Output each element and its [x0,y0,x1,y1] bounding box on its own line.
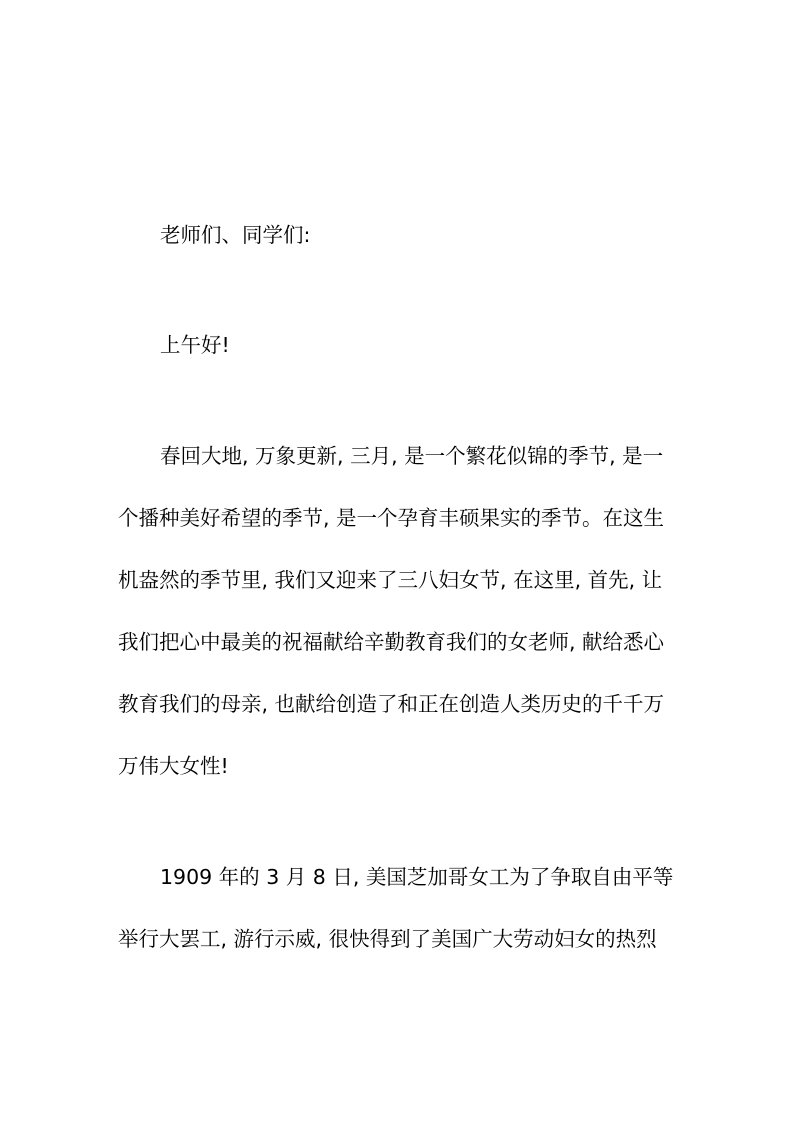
greeting-line: 老师们、同学们: [160,223,311,247]
paragraph-line: 举行大罢工, 游行示威, 很快得到了美国广大劳动妇女的热烈 [118,927,657,951]
paragraph-line: 个播种美好希望的季节, 是一个孕育丰硕果实的季节。在这生 [118,506,665,530]
paragraph-line: 我们把心中最美的祝福献给辛勤教育我们的女老师, 献给悉心 [118,630,665,654]
paragraph-line: 春回大地, 万象更新, 三月, 是一个繁花似锦的季节, 是一 [160,444,664,468]
salutation-line: 上午好! [160,333,230,357]
paragraph-line: 1909 年的 3 月 8 日, 美国芝加哥女工为了争取自由平等 [160,865,674,889]
paragraph-line: 万伟大女性! [118,754,229,778]
paragraph-line: 机盎然的季节里, 我们又迎来了三八妇女节, 在这里, 首先, 让 [118,568,663,592]
paragraph-line: 教育我们的母亲, 也献给创造了和正在创造人类历史的千千万 [118,692,665,716]
